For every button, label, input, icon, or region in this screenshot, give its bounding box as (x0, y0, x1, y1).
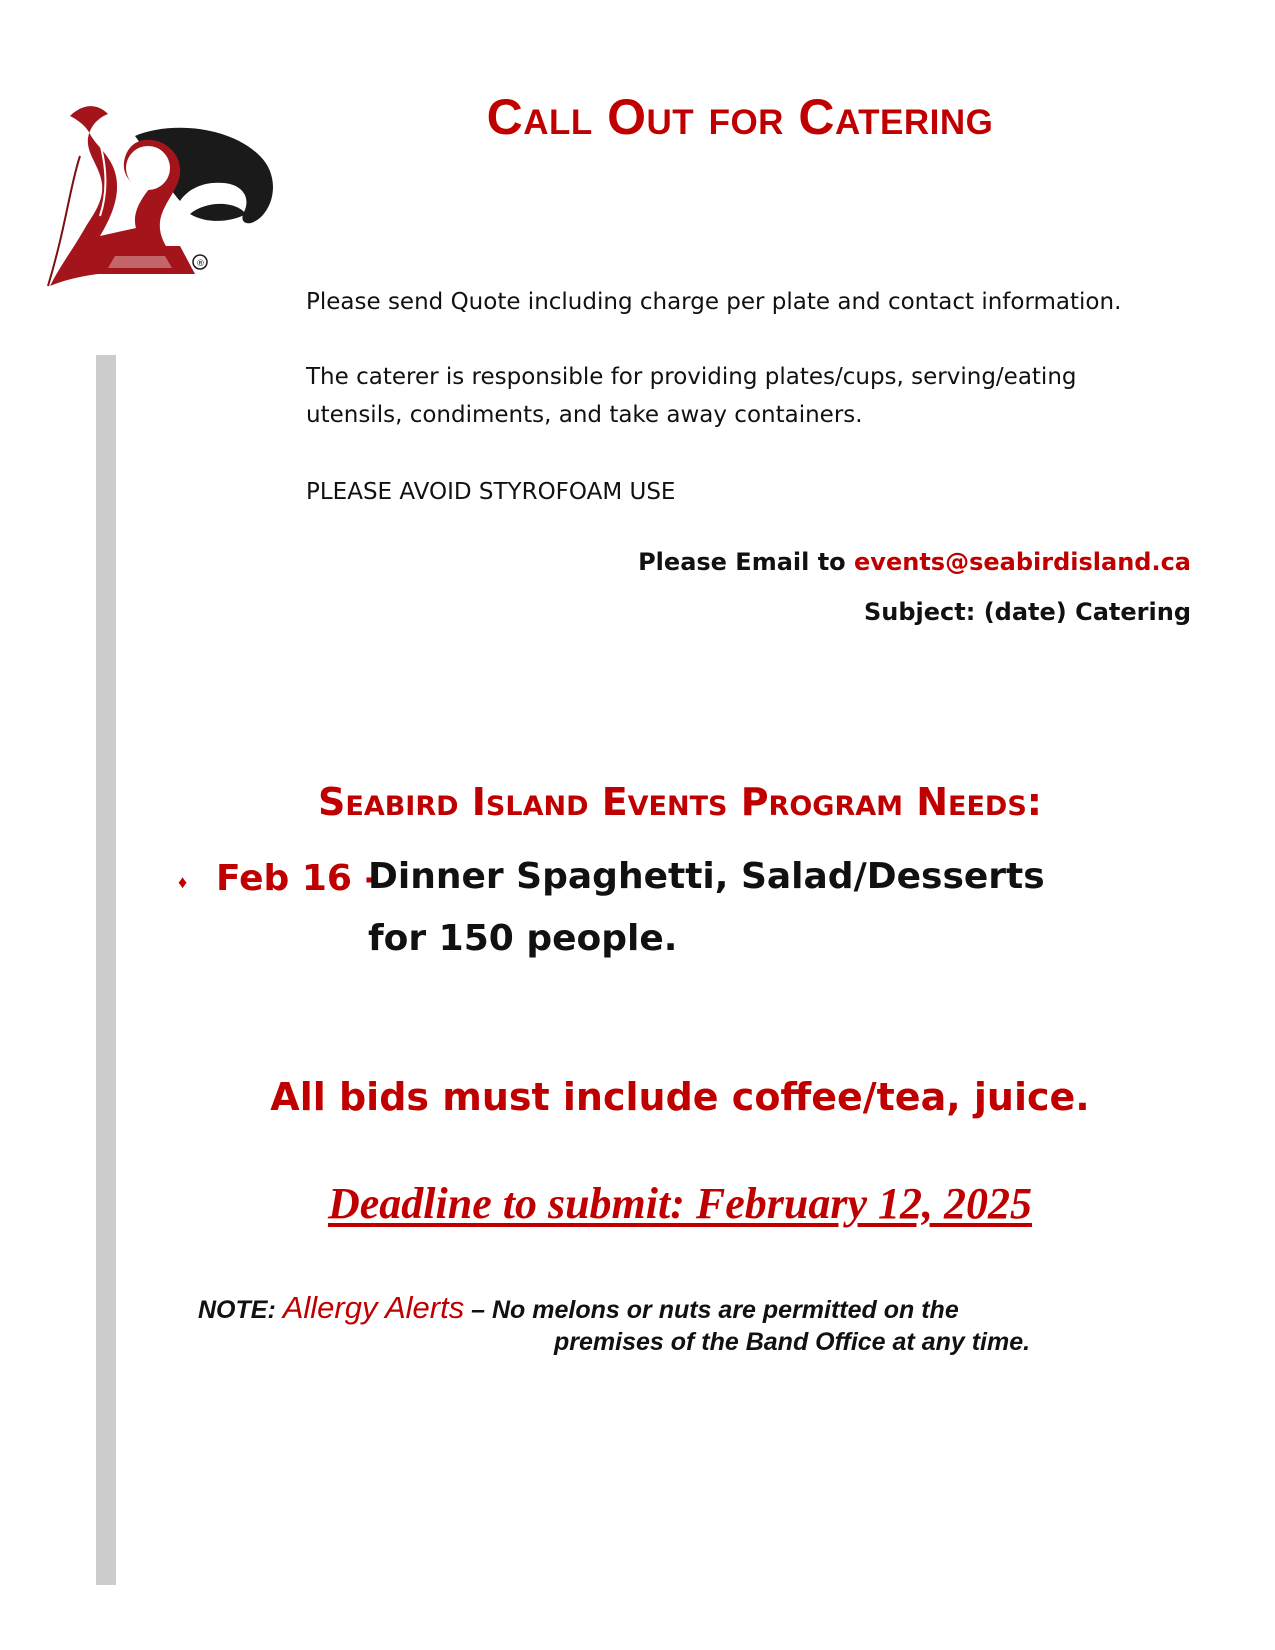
needs-heading: Seabird Island Events Program Needs: (318, 780, 1042, 824)
subject-line: Subject: (date) Catering (863, 598, 1191, 626)
email-label: Please Email to (638, 548, 846, 576)
page-title: Call Out for Catering (486, 89, 994, 145)
caterer-responsibilities: The caterer is responsible for providing plates/cups, serving/eating utensils, condiments, and take away containers. (306, 364, 1077, 428)
email-line (638, 548, 1191, 576)
allergy-alert: Allergy Alerts (282, 1290, 465, 1325)
need-date: Feb 16 - (216, 858, 380, 899)
sidebar-rule (96, 355, 116, 1585)
email-link[interactable]: events@seabirdisland.ca (854, 548, 1191, 576)
allergy-line-1: – No melons or nuts are permitted on the (471, 1296, 959, 1324)
registered-mark: ® (196, 259, 205, 269)
quote-instructions: Please send Quote including charge per plate and contact information. (306, 289, 1122, 315)
seabird-logo-icon (40, 96, 280, 306)
note-label: NOTE: (198, 1296, 276, 1324)
allergy-note (198, 1290, 1138, 1357)
deadline: Deadline to submit: February 12, 2025 (327, 1179, 1033, 1228)
styrofoam-notice: PLEASE AVOID STYROFOAM USE (306, 479, 676, 505)
allergy-line-2: premises of the Band Office at any time. (554, 1328, 1031, 1356)
bids-requirement: All bids must include coffee/tea, juice. (270, 1075, 1090, 1119)
need-description: Dinner Spaghetti, Salad/Desserts for 150 people. (368, 856, 1045, 959)
diamond-bullet-icon: ♦ (178, 872, 188, 892)
